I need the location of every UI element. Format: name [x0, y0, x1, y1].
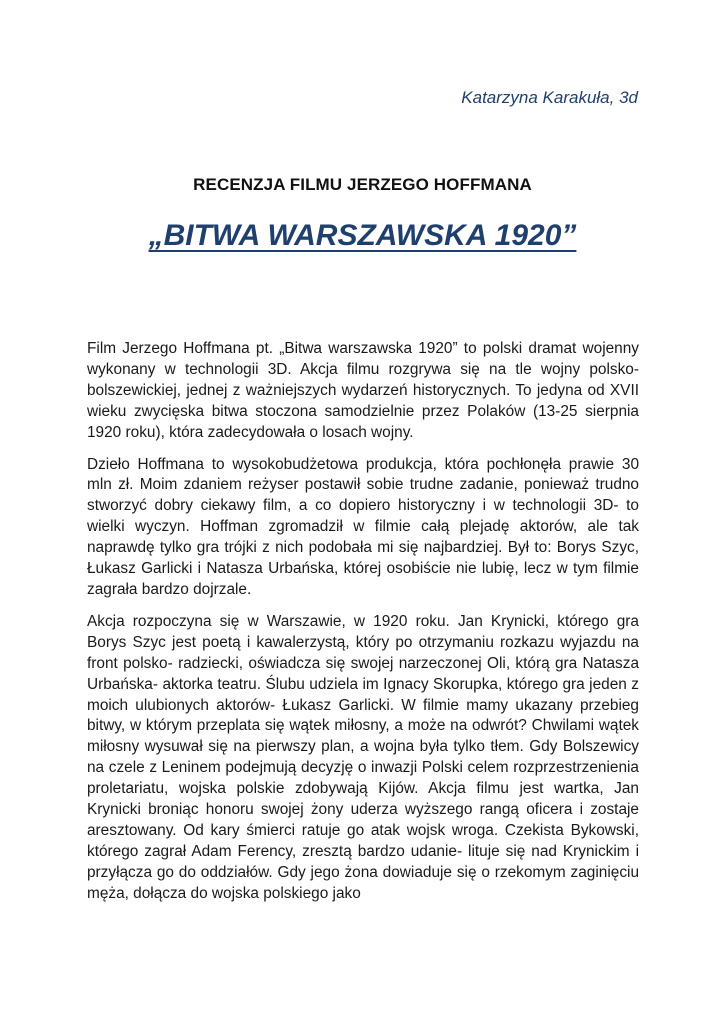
paragraph-2: Dzieło Hoffmana to wysokobudżetowa produkcja, która pochłonęła prawie 30 mln zł. Moim zdaniem reżyser postawił sobie trudne zadanie, ponieważ trudno stworzyć dobry ciekawy film, a co dopiero historyczny i w technologii 3D- to wielki wyczyn. Hoffman zgromadził w filmie całą plejadę aktorów, ale tak naprawdę tylko gra trójki z nich podobała mi się najbardziej. Był to: Borys Szyc, Łukasz Garlicki i Natasza Urbańska, której osobiście nie lubię, lecz w tym filmie zagrała bardzo dojrzale. — [87, 455, 639, 598]
author-line: Katarzyna Karakuła, 3d — [461, 88, 638, 107]
review-body — [87, 339, 639, 916]
review-heading: RECENZJA FILMU JERZEGO HOFFMANA — [193, 175, 532, 194]
film-title-text: „BITWA WARSZAWSKA 1920” — [148, 219, 577, 252]
paragraph-1: Film Jerzego Hoffmana pt. „Bitwa warszawska 1920” to polski dramat wojenny wykonany w technologii 3D. Akcja filmu rozgrywa się na tle wojny polsko- bolszewickiej, jednej z ważniejszych wydarzeń historycznych. To jedyna od XVII wieku zwycięska bitwa stoczona samodzielnie przez Polaków (13-25 sierpnia 1920 roku), która zadecydowała o losach wojny. — [87, 340, 639, 441]
film-title — [0, 219, 725, 253]
paragraph-3: Akcja rozpoczyna się w Warszawie, w 1920 roku. Jan Krynicki, którego gra Borys Szyc jest poetą i kawalerzystą, który po otrzymaniu rozkazu wyjazdu na front polsko- radziecki, oświadcza się swojej narzeczonej Oli, którą gra Natasza Urbańska- aktorka teatru. Ślubu udziela im Ignacy Skorupka, którego gra jeden z moich ulubionych aktorów- Łukasz Garlicki. W filmie mamy ukazany przebieg bitwy, w którym przeplata się wątek miłosny, a może na odwrót? Chwilami wątek miłosny wysuwał się na pierwszy plan, a wojna była tylko tłem. Gdy Bolszewicy na czele z Leninem podejmują decyzję o inwazji Polski celem rozprzestrzenienia proletariatu, wojska polskie zdobywają Kijów. Akcja filmu jest wartka, Jan Krynicki broniąc honoru swojej żony uderza wyższego rangą oficera i zostaje aresztowany. Od kary śmierci ratuje go atak wojsk wroga. Czekista Bykowski, którego zagrał Adam Ferency, zresztą bardzo udanie- lituje się nad Krynickim i przyłącza go do oddziałów. Gdy jego żona dowiaduje się o rzekomym zaginięciu męża, dołącza do wojska polskiego jako — [87, 612, 639, 902]
